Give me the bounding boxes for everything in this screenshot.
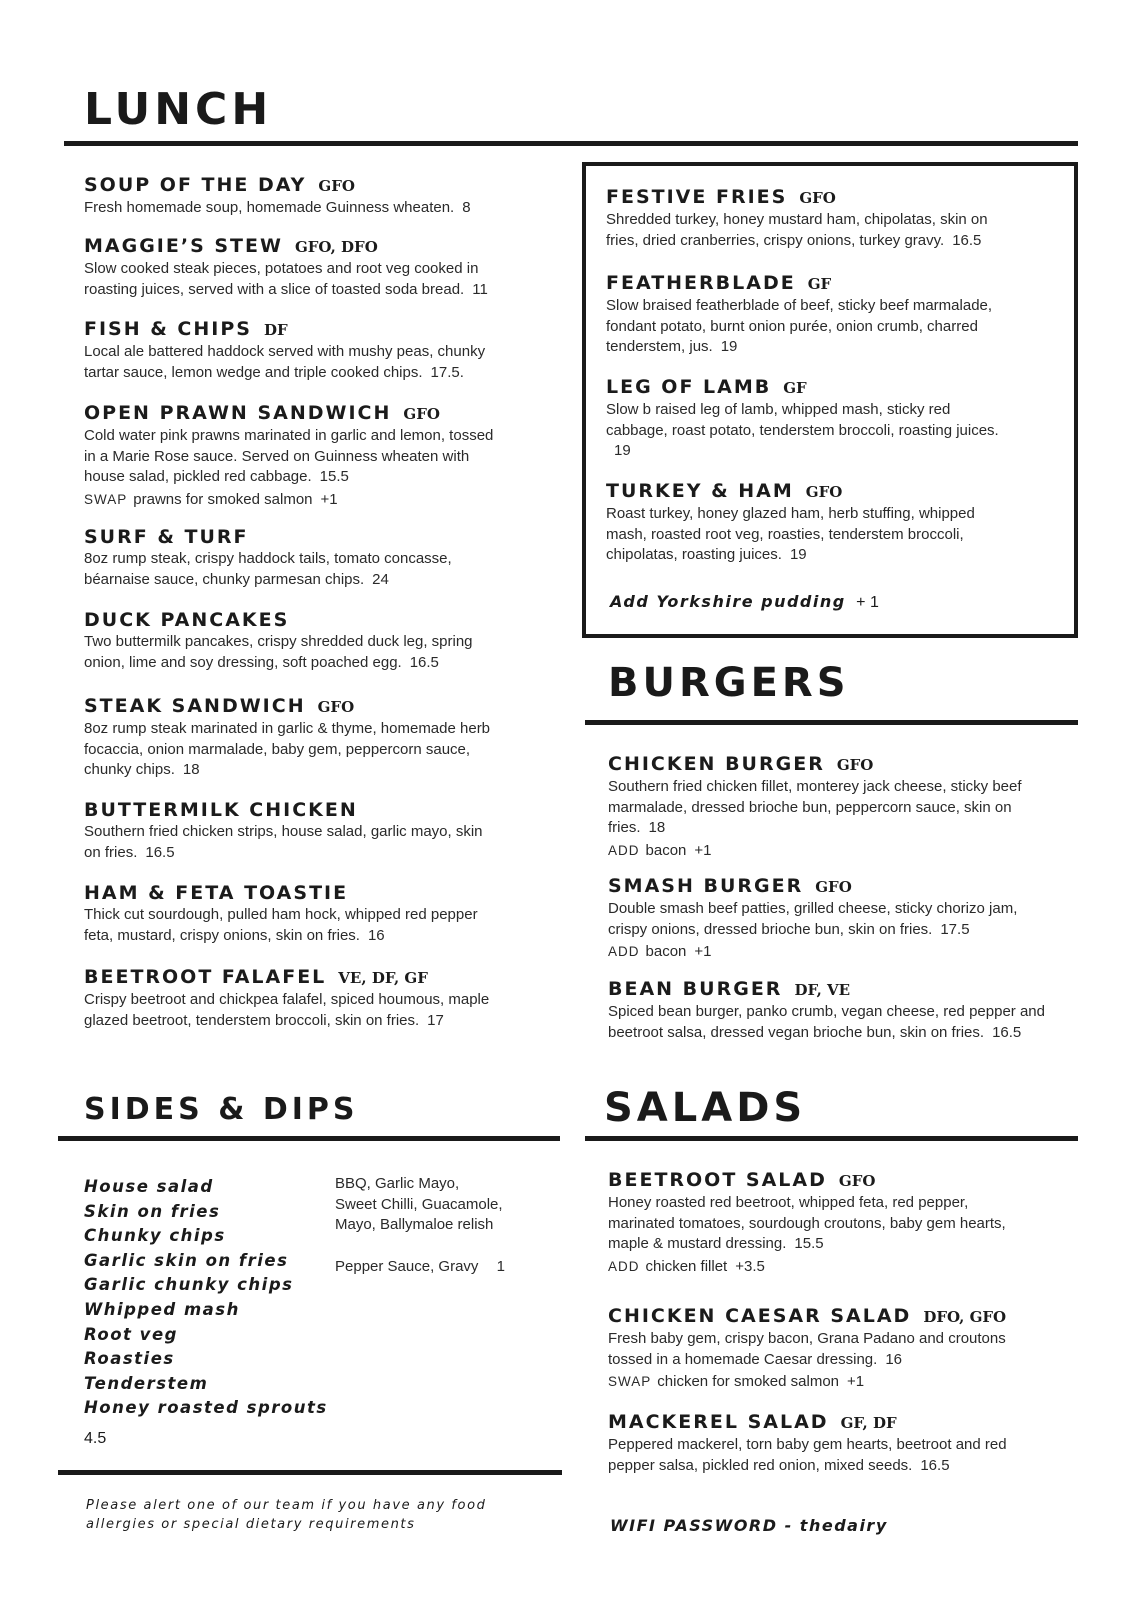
allergy-line: Please alert one of our team if you have any food <box>86 1498 487 1513</box>
description-text: Cold water pink prawns marinated in garlic and lemon, tossed <box>84 427 494 444</box>
sauces-price: 1 <box>496 1257 505 1275</box>
item-extra <box>608 942 1017 963</box>
item-name: SURF & TURF <box>84 526 249 548</box>
description-line <box>606 317 992 338</box>
allergy-line: allergies or special dietary requirements <box>86 1517 416 1532</box>
item-price: 16 <box>885 1350 902 1368</box>
yorkshire-addon <box>610 592 879 612</box>
description-line <box>608 1456 1007 1477</box>
item-price: 11 <box>472 280 488 298</box>
item-price: 19 <box>720 338 738 355</box>
item-description <box>84 549 452 590</box>
item-name: LEG OF LAMB <box>606 376 772 398</box>
dietary-tag: GFO <box>838 1172 876 1190</box>
dietary-tag: DFO, GFO <box>923 1308 1007 1326</box>
dietary-tag: GF, DF <box>840 1414 897 1432</box>
sides-price: 4.5 <box>84 1430 107 1447</box>
extra-text: prawns for smoked salmon <box>133 490 313 508</box>
item-price: 18 <box>182 761 200 778</box>
dietary-tag: GFO <box>799 189 836 207</box>
description-text: chunky chips. <box>84 761 175 778</box>
item-description <box>608 777 1022 861</box>
description-line <box>84 990 489 1011</box>
side-item: Tenderstem <box>84 1373 209 1393</box>
menu-item-open-prawn-sandwich <box>84 402 493 510</box>
description-line <box>606 421 999 442</box>
lunch-heading: LUNCH <box>84 84 273 135</box>
description-text: Thick cut sourdough, pulled ham hock, whipped red pepper <box>84 906 478 923</box>
description-line <box>608 1350 1006 1371</box>
item-name: FEATHERBLADE <box>606 272 796 294</box>
description-line <box>606 296 992 317</box>
item-extra <box>84 490 493 511</box>
item-title <box>84 695 490 718</box>
description-text: fries, dried cranberries, crispy onions, turkey gravy. <box>606 231 945 249</box>
description-text: pepper salsa, pickled red onion, mixed seeds. <box>608 1456 913 1474</box>
menu-item-chicken-caesar-salad <box>608 1305 1006 1393</box>
item-price: 16.5 <box>145 843 175 861</box>
menu-item-duck-pancakes <box>84 609 473 673</box>
description-text: onion, lime and soy dressing, soft poached egg. <box>84 653 402 671</box>
item-name: MACKEREL SALAD <box>608 1411 829 1433</box>
description-text: Two buttermilk pancakes, crispy shredded duck leg, spring <box>84 633 473 650</box>
item-description <box>608 1002 1045 1043</box>
extra-price: +1 <box>847 1373 865 1390</box>
menu-item-soup-of-the-day <box>84 174 471 219</box>
side-item: Roasties <box>84 1349 175 1369</box>
item-title <box>84 882 478 904</box>
festive-box <box>582 162 1078 638</box>
dietary-tag: GFO <box>815 878 852 896</box>
item-title <box>606 272 992 295</box>
item-price: 16.5 <box>952 231 982 249</box>
item-name: BEAN BURGER <box>608 978 783 1000</box>
description-line <box>608 1329 1006 1350</box>
description-line <box>606 525 975 546</box>
description-text: fries. <box>608 819 641 836</box>
description-line <box>606 337 992 358</box>
item-description <box>84 990 489 1031</box>
dietary-tag: GFO <box>836 756 874 774</box>
dietary-tag: GFO <box>805 483 843 501</box>
item-description <box>84 822 483 863</box>
description-line <box>84 549 452 570</box>
item-title <box>606 186 988 209</box>
description-line <box>84 467 493 488</box>
side-item: Garlic skin on fries <box>84 1250 289 1270</box>
extra-price: +3.5 <box>735 1257 765 1275</box>
item-description <box>84 719 490 781</box>
menu-item-chicken-burger <box>608 753 1022 861</box>
dips-line: BBQ, Garlic Mayo, <box>335 1175 460 1192</box>
description-line <box>84 363 485 384</box>
menu-item-steak-sandwich <box>84 695 490 781</box>
sides-rule <box>58 1136 560 1141</box>
item-name: TURKEY & HAM <box>606 480 794 502</box>
description-line <box>606 545 975 566</box>
item-name: BEETROOT SALAD <box>608 1169 827 1191</box>
description-line <box>84 740 490 761</box>
description-line <box>608 1193 1006 1214</box>
description-text: 8oz rump steak, crispy haddock tails, tomato concasse, <box>84 550 452 567</box>
description-line <box>608 1214 1006 1235</box>
item-description <box>606 504 975 566</box>
menu-item-smash-burger <box>608 875 1017 963</box>
description-line <box>84 426 493 447</box>
sides-list <box>84 1175 328 1421</box>
side-item: Garlic chunky chips <box>84 1275 294 1295</box>
item-name: DUCK PANCAKES <box>84 609 290 631</box>
item-title <box>84 235 488 258</box>
description-text: Spiced bean burger, panko crumb, vegan cheese, red pepper and <box>608 1003 1045 1020</box>
item-price: 17 <box>427 1011 444 1029</box>
item-title <box>84 318 485 341</box>
description-line <box>608 1435 1007 1456</box>
lunch-rule <box>64 141 1078 146</box>
description-text: in a Marie Rose sauce. Served on Guinness wheaten with <box>84 447 470 465</box>
allergy-notice <box>86 1496 487 1534</box>
description-line <box>84 653 473 674</box>
item-extra <box>608 1257 1006 1278</box>
description-text: tartar sauce, lemon wedge and triple cooked chips. <box>84 363 423 381</box>
menu-item-turkey-ham <box>606 480 975 566</box>
description-text: chipolatas, roasting juices. <box>606 546 782 563</box>
extra-keyword: SWAP <box>84 491 128 507</box>
item-description <box>84 632 473 673</box>
dietary-tag: GFO <box>318 177 355 195</box>
description-line <box>84 342 485 363</box>
dietary-tag: VE, DF, GF <box>338 969 428 987</box>
description-text: marmalade, dressed brioche bun, peppercorn sauce, skin on <box>608 798 1012 816</box>
menu-item-leg-of-lamb <box>606 376 999 462</box>
description-line <box>606 504 975 525</box>
item-description <box>608 1329 1006 1393</box>
description-line <box>608 798 1022 819</box>
extra-text: bacon <box>645 841 687 859</box>
item-title <box>608 1411 1007 1434</box>
description-text: fondant potato, burnt onion purée, onion crumb, charred <box>606 317 978 335</box>
dietary-tag: GFO, DFO <box>294 238 378 256</box>
side-item: Honey roasted sprouts <box>84 1398 328 1418</box>
description-line <box>608 777 1022 798</box>
menu-item-beetroot-salad <box>608 1169 1006 1277</box>
item-price: 17.5 <box>940 920 970 938</box>
description-text: house salad, pickled red cabbage. <box>84 468 312 485</box>
item-title <box>606 376 999 399</box>
description-text: mash, roasted root veg, roasties, tenderstem broccoli, <box>606 525 964 543</box>
item-extra <box>608 1372 1006 1393</box>
description-line <box>84 447 493 468</box>
description-text: Fresh homemade soup, homemade Guinness wheaten. <box>84 199 455 216</box>
description-text: crispy onions, dressed brioche bun, skin on fries. <box>608 920 933 938</box>
description-line <box>84 632 473 653</box>
yorkshire-addon-price: + 1 <box>856 594 879 611</box>
menu-item-mackerel-salad <box>608 1411 1007 1476</box>
item-description <box>84 198 471 219</box>
item-name: SMASH BURGER <box>608 875 804 897</box>
extra-keyword: ADD <box>608 842 640 858</box>
burgers-heading: BURGERS <box>608 660 850 706</box>
item-price: 15.5 <box>794 1235 824 1252</box>
description-line <box>608 1002 1045 1023</box>
description-text: beetroot salsa, dressed vegan brioche bun, skin on fries. <box>608 1023 985 1041</box>
description-text: Slow b raised leg of lamb, whipped mash, sticky red <box>606 401 951 418</box>
description-text: Local ale battered haddock served with mushy peas, chunky <box>84 343 486 360</box>
dips-line: Mayo, Ballymaloe relish <box>335 1216 494 1233</box>
description-text: glazed beetroot, tenderstem broccoli, skin on fries. <box>84 1011 420 1029</box>
extra-text: chicken for smoked salmon <box>657 1373 840 1390</box>
item-name: SOUP OF THE DAY <box>84 174 307 196</box>
menu-item-buttermilk-chicken <box>84 799 483 863</box>
item-title <box>608 1305 1006 1328</box>
item-title <box>608 1169 1006 1192</box>
menu-item-ham-feta-toastie <box>84 882 478 946</box>
description-text: maple & mustard dressing. <box>608 1235 787 1252</box>
item-name: FISH & CHIPS <box>84 318 252 340</box>
description-text: on fries. <box>84 843 138 861</box>
description-text: Crispy beetroot and chickpea falafel, spiced houmous, maple <box>84 991 490 1008</box>
item-price: 19 <box>614 442 631 459</box>
side-item: Whipped mash <box>84 1299 240 1319</box>
item-description <box>84 342 485 383</box>
menu-item-beetroot-falafel <box>84 966 489 1031</box>
description-text: tossed in a homemade Caesar dressing. <box>608 1350 878 1368</box>
description-line <box>84 1011 489 1032</box>
dietary-tag: GF <box>807 275 832 293</box>
dietary-tag: GF <box>783 379 807 397</box>
item-description <box>84 259 488 300</box>
description-text: Fresh baby gem, crispy bacon, Grana Padano and croutons <box>608 1330 1006 1347</box>
item-price: 17.5. <box>430 363 464 381</box>
description-line <box>608 818 1022 839</box>
menu-item-maggie-s-stew <box>84 235 488 300</box>
burgers-rule <box>585 720 1078 725</box>
item-price: 15.5 <box>319 468 349 485</box>
description-line <box>84 198 471 219</box>
description-line <box>608 1023 1045 1044</box>
sauces-line <box>335 1257 505 1278</box>
description-text: Peppered mackerel, torn baby gem hearts, beetroot and red <box>608 1436 1007 1453</box>
item-description <box>606 210 988 251</box>
description-text: tenderstem, jus. <box>606 338 713 355</box>
dietary-tag: DF <box>263 321 288 339</box>
item-price: 16.5 <box>409 653 439 671</box>
description-line <box>84 259 488 280</box>
dietary-tag: GFO <box>403 405 440 423</box>
description-text: feta, mustard, crispy onions, skin on fries. <box>84 926 360 944</box>
item-name: MAGGIE’S STEW <box>84 235 283 257</box>
side-item: Skin on fries <box>84 1201 221 1221</box>
sides-heading: SIDES & DIPS <box>84 1092 359 1127</box>
item-name: OPEN PRAWN SANDWICH <box>84 402 392 424</box>
item-title <box>84 174 471 197</box>
item-title <box>608 875 1017 898</box>
extra-text: chicken fillet <box>645 1257 728 1275</box>
extra-keyword: ADD <box>608 1258 640 1274</box>
description-line <box>84 822 483 843</box>
item-name: CHICKEN BURGER <box>608 753 825 775</box>
item-title <box>608 753 1022 776</box>
item-title <box>84 966 489 989</box>
dips-block <box>335 1174 505 1277</box>
item-price: 16 <box>367 926 385 944</box>
description-text: Southern fried chicken fillet, monterey jack cheese, sticky beef <box>608 778 1022 795</box>
extra-keyword: SWAP <box>608 1374 652 1389</box>
item-name: BEETROOT FALAFEL <box>84 966 327 988</box>
salads-heading: SALADS <box>604 1085 807 1131</box>
menu-item-festive-fries <box>606 186 988 251</box>
description-text: 8oz rump steak marinated in garlic & thyme, homemade herb <box>84 720 491 737</box>
description-text: Southern fried chicken strips, house salad, garlic mayo, skin <box>84 823 483 840</box>
description-text: béarnaise sauce, chunky parmesan chips. <box>84 570 365 588</box>
extra-keyword: ADD <box>608 944 640 959</box>
side-item: House salad <box>84 1177 214 1196</box>
item-name: STEAK SANDWICH <box>84 695 306 717</box>
extra-price: +1 <box>694 943 712 960</box>
description-line <box>608 899 1017 920</box>
item-price: 19 <box>789 546 807 563</box>
item-description <box>608 1435 1007 1476</box>
description-line <box>84 719 490 740</box>
item-title <box>84 402 493 425</box>
description-line <box>84 905 478 926</box>
side-item: Root veg <box>84 1324 178 1344</box>
item-title <box>608 978 1045 1001</box>
item-name: HAM & FETA TOASTIE <box>84 882 349 904</box>
description-text: cabbage, roast potato, tenderstem broccoli, roasting juices. <box>606 421 999 439</box>
description-text: Slow braised featherblade of beef, sticky beef marmalade, <box>606 297 993 314</box>
description-line <box>84 570 452 591</box>
description-line <box>84 843 483 864</box>
wifi-password: WIFI PASSWORD - thedairy <box>610 1516 888 1535</box>
side-item: Chunky chips <box>84 1226 226 1246</box>
description-line <box>606 210 988 231</box>
menu-item-surf-turf <box>84 526 452 590</box>
sauces-text: Pepper Sauce, Gravy <box>335 1257 479 1275</box>
description-text: Roast turkey, honey glazed ham, herb stuffing, whipped <box>606 505 975 522</box>
item-description <box>606 400 999 462</box>
description-line <box>606 441 999 462</box>
item-title <box>84 526 452 548</box>
item-name: BUTTERMILK CHICKEN <box>84 799 358 821</box>
dips-line: Sweet Chilli, Guacamole, <box>335 1195 503 1213</box>
dietary-tag: DF, VE <box>794 981 851 999</box>
description-text: Shredded turkey, honey mustard ham, chipolatas, skin on <box>606 211 988 228</box>
description-text: marinated tomatoes, sourdough croutons, baby gem hearts, <box>608 1214 1006 1232</box>
description-text: Double smash beef patties, grilled cheese, sticky chorizo jam, <box>608 900 1018 917</box>
item-price: 16.5 <box>920 1456 950 1474</box>
description-text: roasting juices, served with a slice of toasted soda bread. <box>84 280 465 298</box>
extra-price: +1 <box>320 490 338 508</box>
extra-price: +1 <box>694 841 712 859</box>
description-line <box>608 920 1017 941</box>
item-name: CHICKEN CAESAR SALAD <box>608 1305 912 1327</box>
extra-text: bacon <box>645 943 687 960</box>
item-description <box>84 426 493 510</box>
sides-bottom-rule <box>58 1470 562 1475</box>
description-line <box>84 280 488 301</box>
description-text: focaccia, onion marmalade, baby gem, peppercorn sauce, <box>84 740 471 758</box>
menu-item-featherblade <box>606 272 992 358</box>
yorkshire-addon-text: Add Yorkshire pudding <box>610 592 846 611</box>
item-price: 8 <box>462 199 471 216</box>
item-title <box>606 480 975 503</box>
menu-item-fish-chips <box>84 318 485 383</box>
item-description <box>84 905 478 946</box>
item-title <box>84 609 473 631</box>
description-line <box>608 1234 1006 1255</box>
item-title <box>84 799 483 821</box>
item-extra <box>608 841 1022 862</box>
item-price: 18 <box>648 819 666 836</box>
item-description <box>608 899 1017 963</box>
item-price: 16.5 <box>992 1023 1022 1041</box>
description-line <box>84 926 478 947</box>
menu-item-bean-burger <box>608 978 1045 1043</box>
dietary-tag: GFO <box>317 698 355 716</box>
item-description <box>608 1193 1006 1277</box>
description-text: Slow cooked steak pieces, potatoes and root veg cooked in <box>84 260 479 277</box>
salads-rule <box>585 1136 1078 1141</box>
item-price: 24 <box>372 570 389 588</box>
description-line <box>84 760 490 781</box>
item-description <box>606 296 992 358</box>
description-text: Honey roasted red beetroot, whipped feta, red pepper, <box>608 1194 969 1211</box>
description-line <box>606 400 999 421</box>
item-name: FESTIVE FRIES <box>606 186 788 208</box>
description-line <box>606 231 988 252</box>
